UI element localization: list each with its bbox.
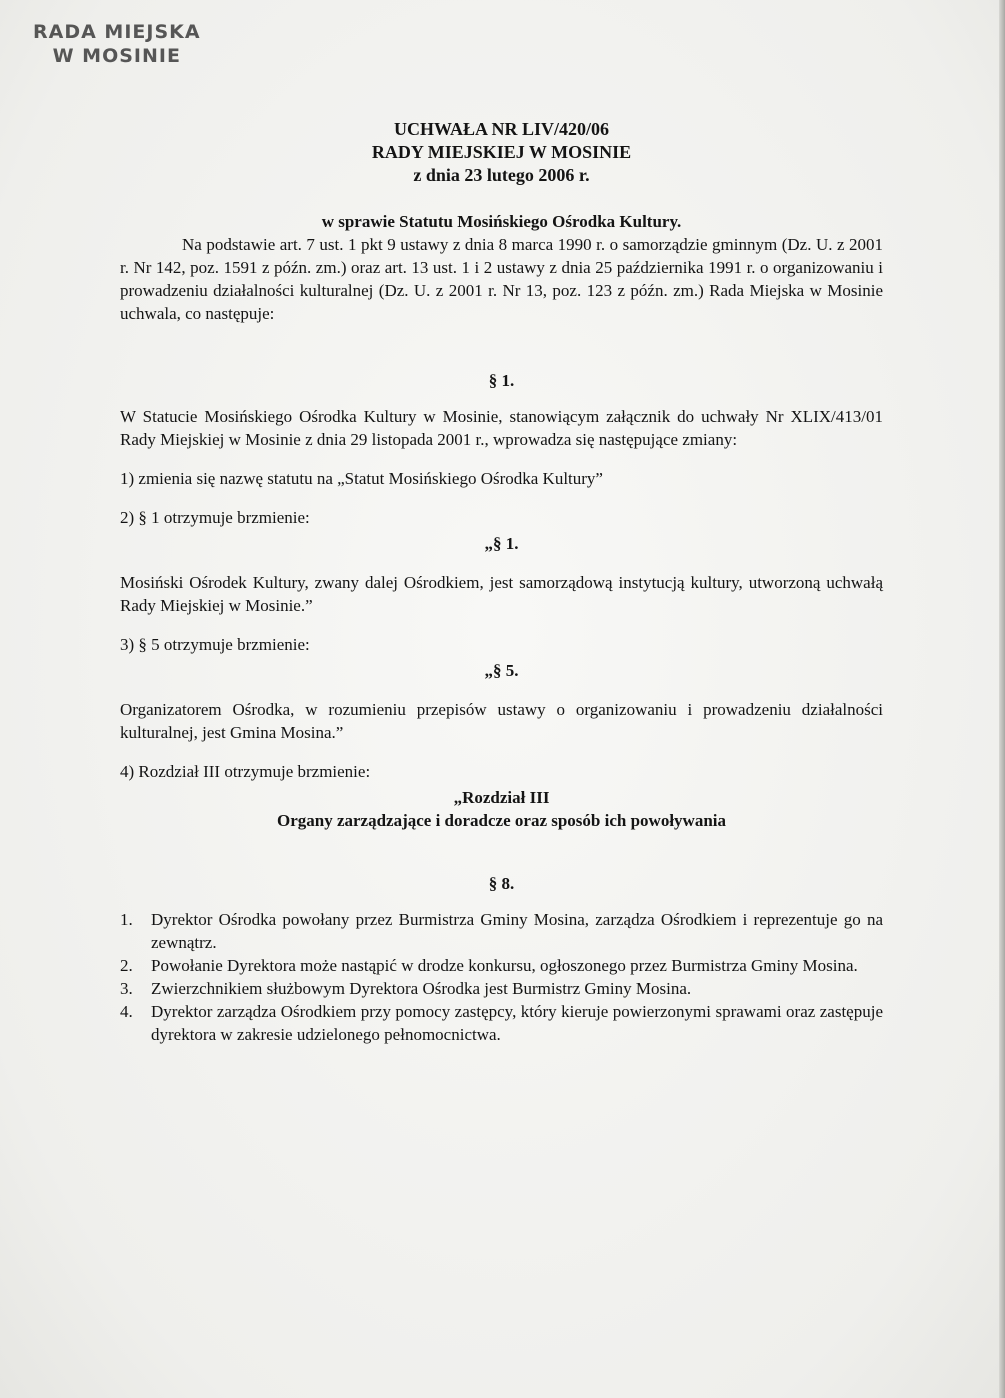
- change-3-heading: „§ 5.: [484, 661, 519, 680]
- change-1: 1) zmienia się nazwę statutu na „Statut Mosińskiego Ośrodka Kultury”: [120, 469, 603, 488]
- document-body: [120, 118, 883, 1046]
- title-line-1: UCHWAŁA NR LIV/420/06: [393, 119, 610, 139]
- chapter-3-heading: „Rozdział III: [453, 788, 550, 807]
- change-2-heading: „§ 1.: [484, 534, 519, 553]
- list-item-number: 1.: [120, 910, 133, 929]
- change-3-text: Organizatorem Ośrodka, w rozumieniu przepisów ustawy o organizowaniu i prowadzeniu działalności kulturalnej, jest Gmina Mosina.”: [120, 700, 883, 742]
- list-item: [120, 908, 883, 954]
- title-line-2: RADY MIEJSKIEJ W MOSINIE: [371, 142, 632, 162]
- list-item-number: 4.: [120, 1002, 133, 1021]
- resolution-subject: w sprawie Statutu Mosińskiego Ośrodka Kultury.: [321, 212, 682, 231]
- list-item-number: 2.: [120, 956, 133, 975]
- section-1-heading: § 1.: [488, 371, 515, 390]
- change-3: 3) § 5 otrzymuje brzmienie:: [120, 635, 310, 654]
- list-item: [120, 977, 883, 1000]
- stamp-line-2: W MOSINIE: [52, 45, 181, 67]
- list-item-text: Powołanie Dyrektora może nastąpić w drodze konkursu, ogłoszonego przez Burmistrza Gminy Mosina.: [151, 956, 858, 975]
- list-item-text: Dyrektor zarządza Ośrodkiem przy pomocy zastępcy, który kieruje powierzonymi sprawami oraz zastępuje dyrektora w zakresie udzielonego pełnomocnictwa.: [151, 1002, 883, 1044]
- list-item-text: Zwierzchnikiem służbowym Dyrektora Ośrodka jest Burmistrz Gminy Mosina.: [151, 979, 692, 998]
- chapter-3-title: Organy zarządzające i doradcze oraz sposób ich powoływania: [276, 811, 727, 830]
- section-8-heading: § 8.: [488, 874, 515, 893]
- page-edge-shadow: [999, 0, 1005, 1398]
- change-2-text: Mosiński Ośrodek Kultury, zwany dalej Ośrodkiem, jest samorządową instytucją kultury, utworzoną uchwałą Rady Miejskiej w Mosinie.”: [120, 573, 883, 615]
- list-item: [120, 1000, 883, 1046]
- list-item: [120, 954, 883, 977]
- resolution-title: [120, 118, 883, 187]
- stamp-line-1: RADA MIEJSKA: [33, 21, 201, 43]
- list-item-text: Dyrektor Ośrodka powołany przez Burmistrza Gminy Mosina, zarządza Ośrodkiem i reprezentuje go na zewnątrz.: [151, 910, 883, 952]
- section-1-intro: W Statucie Mosińskiego Ośrodka Kultury w Mosinie, stanowiącym załącznik do uchwały Nr XLIX/413/01 Rady Miejskiej w Mosinie z dnia 29 listopada 2001 r., wprowadza się następujące zmiany:: [120, 407, 883, 449]
- resolution-date: z dnia 23 lutego 2006 r.: [413, 165, 590, 185]
- list-item-number: 3.: [120, 979, 133, 998]
- change-2: 2) § 1 otrzymuje brzmienie:: [120, 508, 310, 527]
- change-4: 4) Rozdział III otrzymuje brzmienie:: [120, 762, 371, 781]
- council-stamp: [33, 20, 201, 68]
- preamble: Na podstawie art. 7 ust. 1 pkt 9 ustawy z dnia 8 marca 1990 r. o samorządzie gminnym (Dz. U. z 2001 r. Nr 142, poz. 1591 z późn. zm.) oraz art. 13 ust. 1 i 2 ustawy z dnia 25 października 1991 r. o organizowaniu i prowadzeniu działalności kulturalnej (Dz. U. z 2001 r. Nr 13, poz. 123 z późn. zm.) Rada Miejska w Mosinie uchwala, co następuje:: [120, 235, 883, 323]
- section-8-list: [120, 908, 883, 1046]
